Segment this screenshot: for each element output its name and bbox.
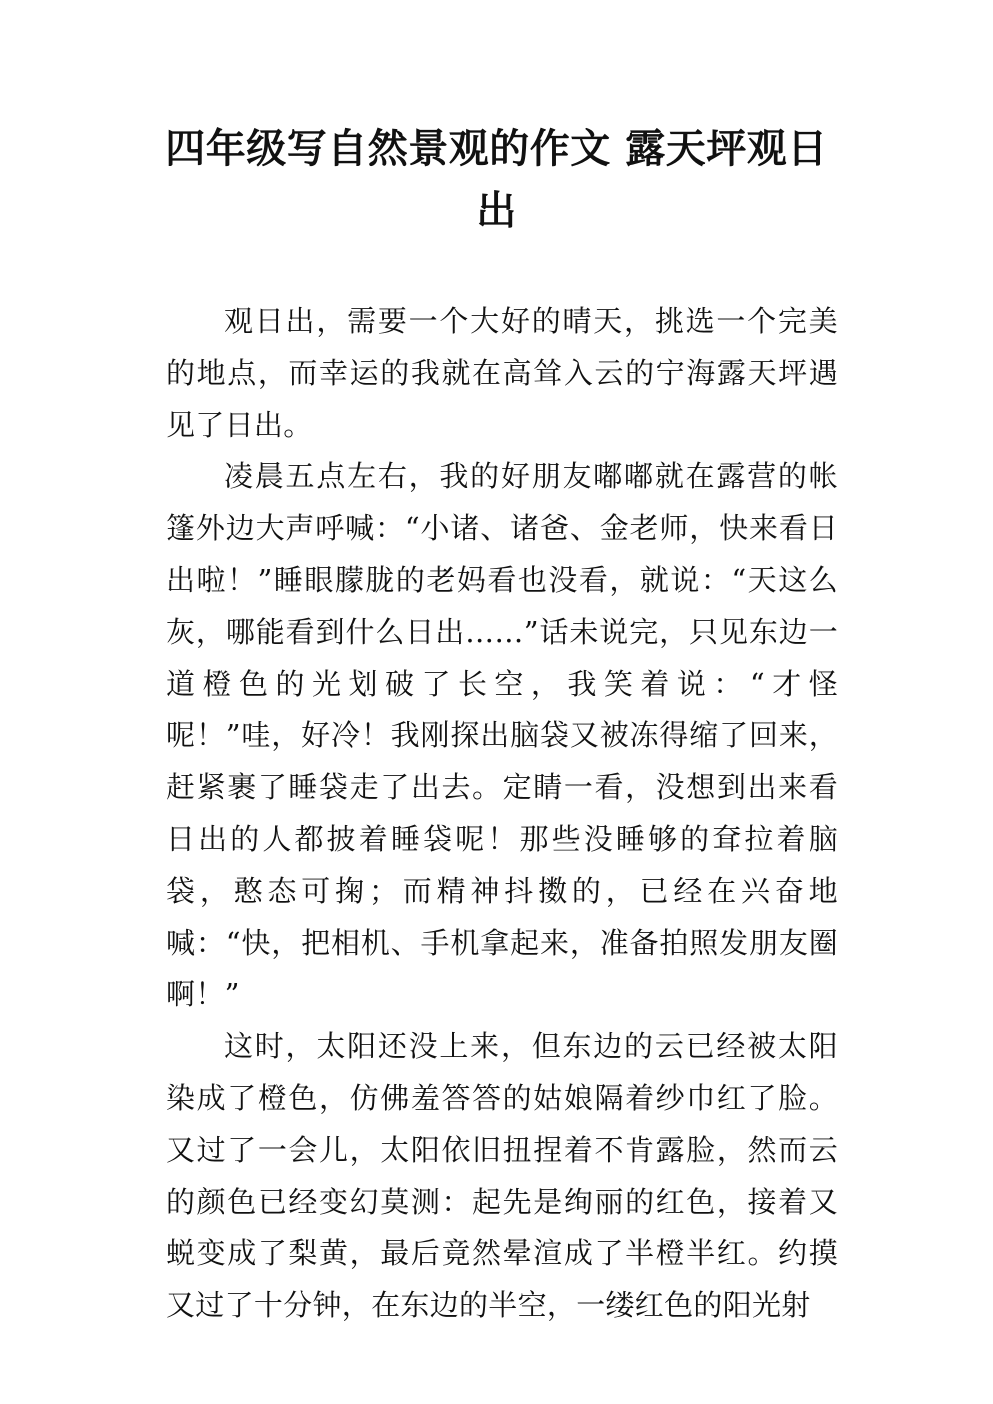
paragraph-1: 观日出，需要一个大好的晴天，挑选一个完美的地点，而幸运的我就在高耸入云的宁海露天坪遇见了日出。: [166, 304, 838, 442]
document-body: [166, 296, 838, 1332]
paragraph-2: 凌晨五点左右，我的好朋友嘟嘟就在露营的帐篷外边大声呼喊：“小诸、诸爸、金老师，快来看日出啦！”睡眼朦胧的老妈看也没看，就说：“天这么灰，哪能看到什么日出……”话未说完，只见东边一道橙色的光划破了长空，我笑着说：“才怪呢！”哇，好冷！我刚探出脑袋又被冻得缩了回来，赶紧裹了睡袋走了出去。定睛一看，没想到出来看日出的人都披着睡袋呢！那些没睡够的耷拉着脑袋，憨态可掬；而精神抖擞的，已经在兴奋地喊：“快，把相机、手机拿起来，准备拍照发朋友圈啊！”: [166, 459, 838, 1012]
paragraph-3: 这时，太阳还没上来，但东边的云已经被太阳染成了橙色，仿佛羞答答的姑娘隔着纱巾红了脸。又过了一会儿，太阳依旧扭捏着不肯露脸，然而云的颜色已经变幻莫测：起先是绚丽的红色，接着又蜕变成了梨黄，最后竟然晕渲成了半橙半红。约摸又过了十分钟，在东边的半空，一缕红色的阳光射: [166, 1029, 838, 1323]
document-title: 四年级写自然景观的作文 露天坪观日出: [165, 126, 828, 234]
